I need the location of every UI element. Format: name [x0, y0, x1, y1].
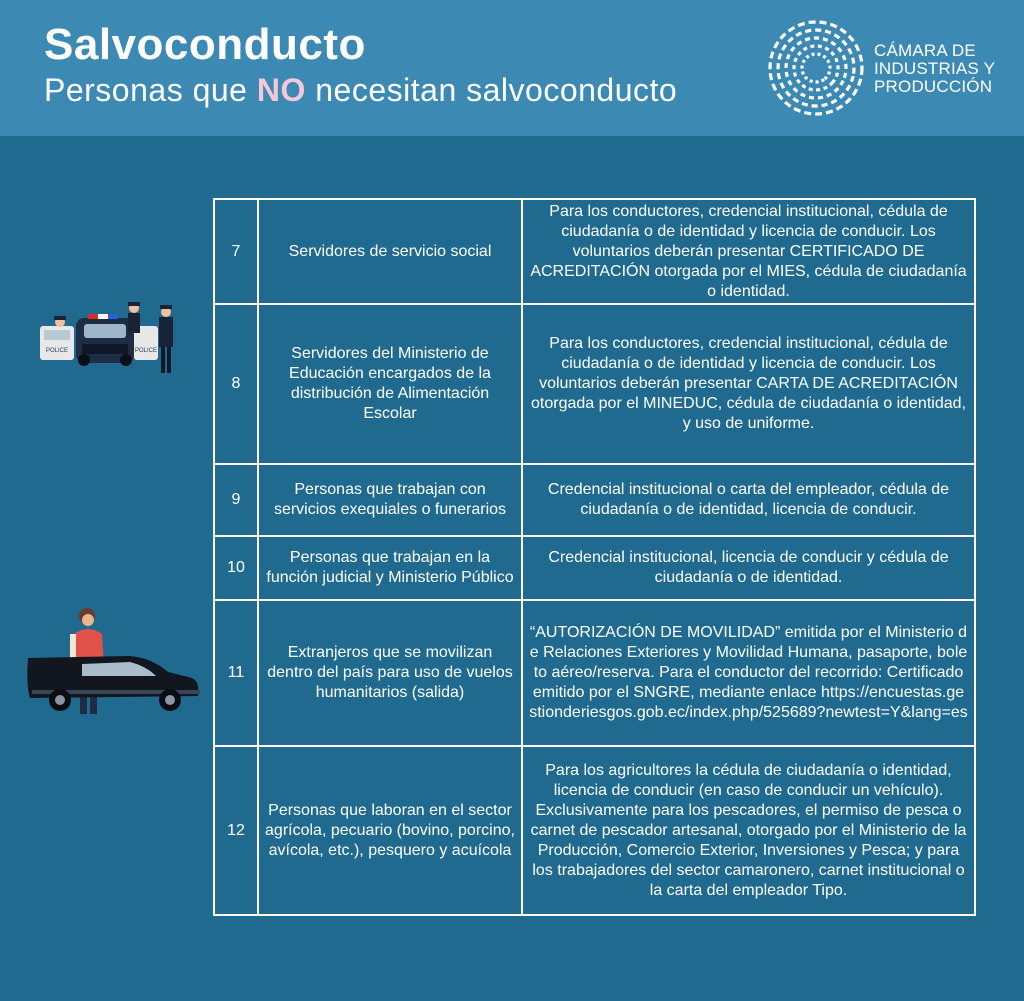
logo-line-2: INDUSTRIAS Y [874, 59, 996, 78]
row-group: Personas que trabajan en la función judicial y Ministerio Público [258, 536, 522, 600]
row-requirements: Para los conductores, credencial institucional, cédula de ciudadanía o de identidad y licencia de conducir. Los voluntarios deberán presentar CARTA DE ACREDITACIÓN otorgada por el MINEDUC, cédula de ciudadanía o identidad, y uso de uniforme. [522, 304, 975, 464]
police-car-illustration [38, 298, 183, 378]
row-number: 12 [214, 746, 258, 915]
chamber-logo-text [874, 42, 995, 96]
row-requirements: Credencial institucional, licencia de conducir y cédula de ciudadanía o de identidad. [522, 536, 975, 600]
police-label-left: POLICE [45, 348, 69, 354]
requirements-table [213, 198, 976, 916]
row-requirements: Para los agricultores la cédula de ciudadanía o identidad, licencia de conducir (en caso de conducir un vehículo). Exclusivamente para los pescadores, el permiso de pesca o carnet de pescador artesanal, otorgado por el Ministerio de la Producción, Comercio Exterior, Inversiones y Pesca; y para los trabajadores del sector camaronero, carnet institucional o la carta del empleador Tipo. [522, 746, 975, 915]
row-group: Extranjeros que se movilizan dentro del país para uso de vuelos humanitarios (salida) [258, 600, 522, 746]
row-requirements: Para los conductores, credencial institucional, cédula de ciudadanía o de identidad y licencia de conducir. Los voluntarios deberán presentar CERTIFICADO DE ACREDITACIÓN otorgada por el MIES, cédula de ciudadanía o identidad. [522, 199, 975, 304]
logo-line-1: CÁMARA DE [874, 41, 976, 60]
row-number: 9 [214, 464, 258, 536]
row-group: Servidores de servicio social [258, 199, 522, 304]
page-title: Salvoconducto [44, 20, 366, 69]
subtitle-after: necesitan salvoconducto [305, 72, 678, 108]
subtitle-emphasis: NO [256, 72, 306, 108]
row-number: 11 [214, 600, 258, 746]
table-row [214, 304, 975, 464]
subtitle-before: Personas que [44, 72, 257, 108]
row-number: 10 [214, 536, 258, 600]
row-requirements: Credencial institucional o carta del empleador, cédula de ciudadanía o de identidad, licencia de conducir. [522, 464, 975, 536]
row-requirements: “AUTORIZACIÓN DE MOVILIDAD” emitida por el Ministerio de Relaciones Exteriores y Movilidad Humana, pasaporte, boleto aéreo/reserva. Para el conductor del recorrido: Certificado emitido por el SNGRE, mediante enlace https://encuestas.gestionderiesgos.gob.ec/index.php/525689?newtest=Y&lang=es [522, 600, 975, 746]
row-number: 8 [214, 304, 258, 464]
police-label-right: POLICE [134, 348, 158, 354]
table-row [214, 536, 975, 600]
hearse-car-illustration [22, 606, 202, 721]
row-group: Personas que laboran en el sector agrícola, pecuario (bovino, porcino, avícola, etc.), pesquero y acuícola [258, 746, 522, 915]
table-row [214, 600, 975, 746]
chamber-logo-icon [766, 18, 866, 118]
logo-line-3: PRODUCCIÓN [874, 77, 993, 96]
table-row [214, 464, 975, 536]
page-subtitle [44, 72, 677, 109]
table-row [214, 746, 975, 915]
row-group: Servidores del Ministerio de Educación encargados de la distribución de Alimentación Escolar [258, 304, 522, 464]
table-row [214, 199, 975, 304]
header-banner [0, 0, 1024, 136]
row-group: Personas que trabajan con servicios exequiales o funerarios [258, 464, 522, 536]
row-number: 7 [214, 199, 258, 304]
